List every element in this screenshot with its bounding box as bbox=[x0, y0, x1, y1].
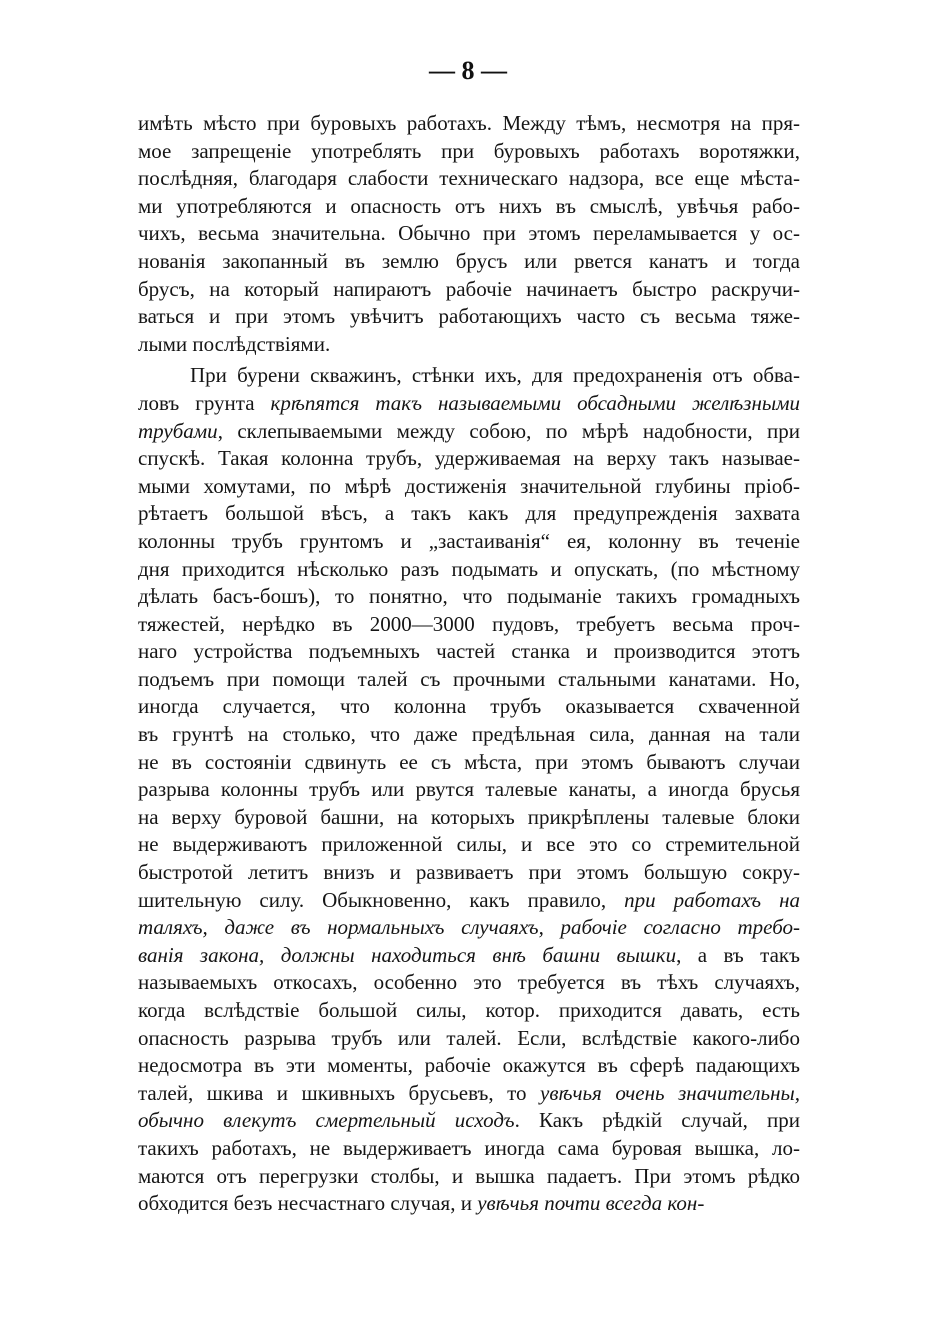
text-line bbox=[138, 721, 800, 749]
text-line bbox=[138, 611, 800, 639]
text-segment: въ грунтѣ на столько, что даже предѣльная сила, данная на тали bbox=[138, 722, 800, 747]
text-line bbox=[138, 1107, 800, 1135]
text-segment: нованія закопанный въ землю брусъ или рвется канатъ и тогда bbox=[138, 248, 800, 273]
text-line bbox=[138, 638, 800, 666]
italic-text: увѣчья почти всегда кон- bbox=[477, 1191, 705, 1216]
text-segment: мое запрещеніе употреблять при буровыхъ работахъ воротяжки, bbox=[138, 138, 800, 163]
text-segment: талей, шкива и шкивныхъ брусьевъ, то bbox=[138, 1080, 541, 1105]
text-segment: лыми послѣдствіями. bbox=[138, 331, 331, 356]
text-segment: тяжестей, нерѣдко въ 2000—3000 пудовъ, требуетъ весьма проч- bbox=[138, 611, 800, 636]
italic-text: трубами bbox=[138, 418, 218, 443]
text-segment: ми употребляются и опасность отъ нихъ въ смыслѣ, увѣчья рабо- bbox=[138, 193, 800, 218]
text-segment: недосмотра въ эти моменты, рабочіе окажутся въ сферѣ падающихъ bbox=[138, 1053, 800, 1078]
italic-text: ванія закона, должны находиться внѣ башни вышки bbox=[138, 942, 677, 967]
text-segment: подъемъ при помощи талей съ прочными стальными канатами. Но, bbox=[138, 666, 800, 691]
text-segment: мыми хомутами, по мѣрѣ достиженія значительной глубины пріоб- bbox=[138, 473, 800, 498]
text-line bbox=[138, 528, 800, 556]
text-segment: , склепываемыми между собою, по мѣрѣ надобности, при bbox=[217, 418, 800, 443]
text-segment: когда вслѣдствіе большой силы, котор. приходится давать, есть bbox=[138, 998, 800, 1022]
text-segment: такихъ работахъ, не выдерживаетъ иногда сама буровая вышка, ло- bbox=[138, 1135, 800, 1160]
text-line bbox=[138, 997, 800, 1025]
text-segment: быстротой летитъ внизъ и развиваетъ при этомъ большую сокру- bbox=[138, 860, 800, 885]
text-line bbox=[138, 749, 800, 777]
text-line bbox=[138, 362, 800, 390]
text-segment: наго устройства подъемныхъ частей станка и производится этотъ bbox=[138, 639, 800, 664]
text-segment: ловъ грунта bbox=[138, 390, 271, 415]
text-line bbox=[138, 138, 800, 166]
text-line bbox=[138, 220, 800, 248]
italic-text: крѣпятся такъ называемыми обсадными желѣзными bbox=[270, 390, 800, 415]
text-line bbox=[138, 1135, 800, 1163]
italic-text: при работахъ на bbox=[624, 887, 801, 912]
text-segment: , а въ такъ bbox=[676, 942, 800, 967]
text-segment: колонны трубъ грунтомъ и „застаиванія“ ея, колонну въ теченіе bbox=[138, 528, 800, 553]
text-segment: шительную силу. Обыкновенно, какъ правило, bbox=[138, 887, 625, 912]
text-segment: . Какъ рѣдкій случай, при bbox=[514, 1108, 800, 1133]
text-line bbox=[138, 859, 800, 887]
text-segment: чихъ, весьма значительна. Обычно при этомъ переламывается у ос- bbox=[138, 221, 800, 246]
page-number: — 8 — bbox=[429, 56, 507, 85]
text-segment: не выдерживаютъ приложенной силы, и все это со стремительной bbox=[138, 832, 800, 857]
text-segment: рѣтаетъ большой вѣсъ, а такъ какъ для предупрежденія захвата bbox=[138, 501, 800, 526]
text-line bbox=[138, 666, 800, 694]
text-segment: называемыхъ откосахъ, особенно это требуется въ тѣхъ случаяхъ, bbox=[138, 970, 800, 995]
text-segment: При бурени скважинъ, стѣнки ихъ, для предохраненія отъ обва- bbox=[190, 363, 800, 388]
text-line bbox=[138, 165, 800, 193]
italic-text: таляхъ, даже въ нормальныхъ случаяхъ, рабочіе согласно требо- bbox=[138, 915, 800, 940]
text-segment: обходится безъ несчастнаго случая, и bbox=[138, 1191, 478, 1216]
text-segment: дня приходится нѣсколько разъ подымать и опускать, (по мѣстному bbox=[138, 556, 800, 581]
text-segment: иногда случается, что колонна трубъ оказывается схваченной bbox=[138, 694, 800, 719]
text-segment: брусъ, на который напираютъ рабочіе начинаетъ быстро раскручи- bbox=[138, 276, 800, 301]
text-line bbox=[138, 887, 800, 915]
text-line bbox=[138, 276, 800, 304]
text-line bbox=[138, 831, 800, 859]
text-line bbox=[138, 248, 800, 276]
text-line bbox=[138, 418, 800, 446]
text-segment: спускѣ. Такая колонна трубъ, удерживаемая на верху такъ называе- bbox=[138, 446, 800, 471]
text-line bbox=[138, 445, 800, 473]
italic-text: обычно влекутъ смертельный исходъ bbox=[138, 1108, 515, 1133]
text-line bbox=[138, 1163, 800, 1191]
text-segment: послѣдняя, благодаря слабости техническаго надзора, все еще мѣста- bbox=[138, 166, 800, 191]
text-line bbox=[138, 1190, 800, 1218]
text-segment: опасность разрыва трубъ или талей. Если, вслѣдствіе какого-либо bbox=[138, 1025, 800, 1050]
text-line bbox=[138, 1052, 800, 1080]
text-line bbox=[138, 942, 800, 970]
text-line bbox=[138, 693, 800, 721]
text-line bbox=[138, 1025, 800, 1053]
text-line bbox=[138, 390, 800, 418]
text-line bbox=[138, 914, 800, 942]
text-line bbox=[138, 583, 800, 611]
text-segment: разрыва колонны трубъ или рвутся талевые канаты, а иногда брусья bbox=[138, 777, 800, 802]
text-line bbox=[138, 804, 800, 832]
text-segment: маются отъ перегрузки столбы, и вышка падаетъ. При этомъ рѣдко bbox=[138, 1163, 800, 1188]
text-line bbox=[138, 193, 800, 221]
text-line bbox=[138, 473, 800, 501]
body-text bbox=[138, 110, 800, 1218]
text-line bbox=[138, 776, 800, 804]
text-segment: имѣть мѣсто при буровыхъ работахъ. Между тѣмъ, несмотря на пря- bbox=[138, 111, 800, 135]
italic-text: увѣчья очень значительны, bbox=[540, 1080, 801, 1105]
text-segment: на верху буровой башни, на которыхъ прикрѣплены талевые блоки bbox=[138, 804, 800, 829]
text-line bbox=[138, 556, 800, 584]
text-line bbox=[138, 331, 800, 359]
text-segment: дѣлать басъ-бошъ), то понятно, что подыманіе такихъ громадныхъ bbox=[138, 584, 800, 609]
text-segment: ваться и при этомъ увѣчитъ работающихъ часто съ весьма тяже- bbox=[138, 304, 800, 329]
text-segment: не въ состояніи сдвинуть ее съ мѣста, при этомъ бываютъ случаи bbox=[138, 749, 800, 774]
text-line bbox=[138, 110, 800, 138]
text-line bbox=[138, 500, 800, 528]
text-line bbox=[138, 969, 800, 997]
text-line bbox=[138, 303, 800, 331]
text-line bbox=[138, 1080, 800, 1108]
